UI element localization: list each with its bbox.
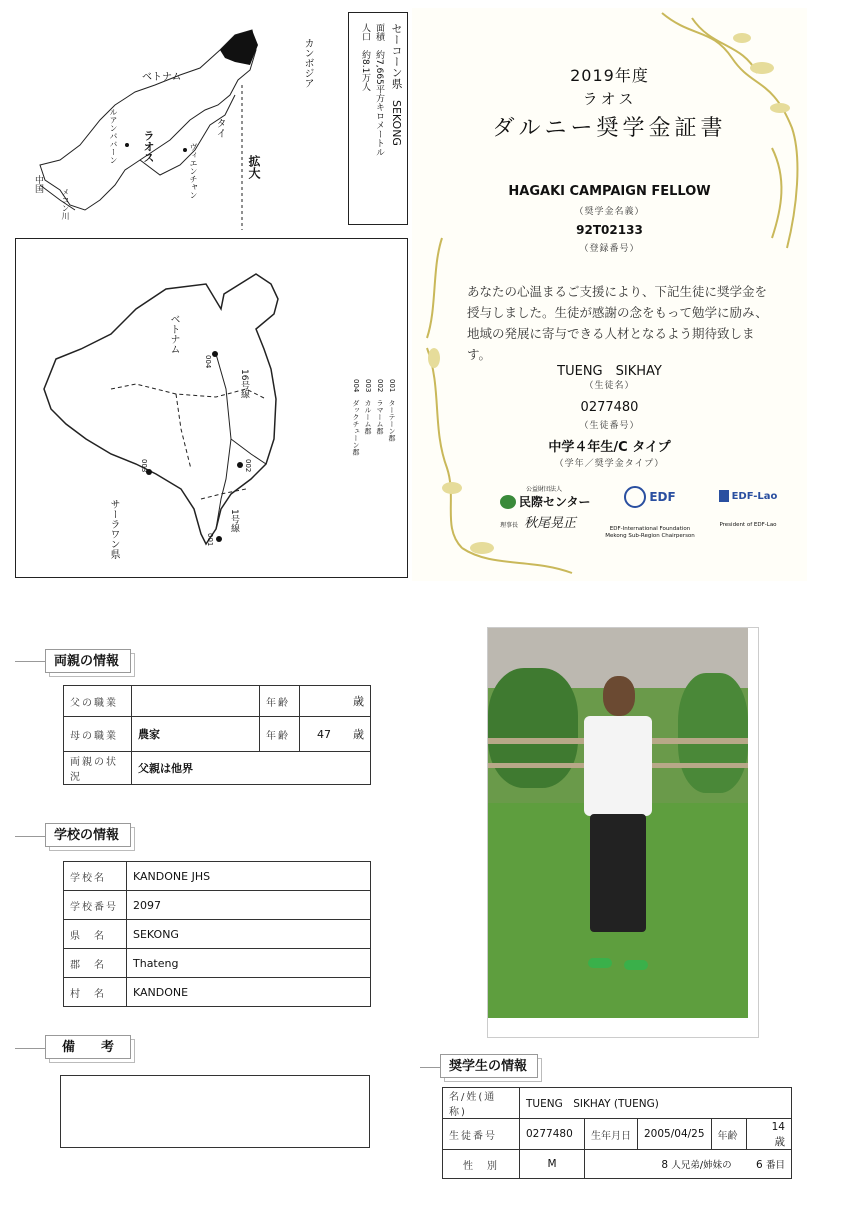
parents-table [63,685,371,785]
student-table [442,1087,792,1179]
tree [488,668,578,788]
cert-grade: 中学４年生/C タイプ [548,440,671,455]
globe-icon [624,486,646,508]
student-trousers [590,814,646,932]
school-row-value: KANDONE JHS [127,862,371,891]
age-unit: 歳 [353,728,364,741]
cert-body: あなたの心温まるご支援により、下記生徒に奨学金を授与しました。生徒が感謝の念をもって勉学に励み、地域の発展に寄与できる人材となるよう期待致します。 [467,284,768,362]
birth-order-text: 番目 [765,1159,785,1171]
cert-no-sub: （生徒番号） [579,421,640,431]
district-label-vietnam: ベトナム [168,314,179,354]
student-no: 0277480 [520,1119,585,1150]
student-name: TUENG SIKHAY (TUENG) [520,1088,792,1119]
map-label-laos: ラオス [142,130,155,163]
point-002-label: 002 [244,459,252,473]
map-label-luang-prabang: ルアンパバーン [109,108,118,164]
student-photo [488,628,748,1018]
point-004-label: 004 [204,355,212,369]
father-job [132,686,260,717]
district-map-svg [16,239,407,577]
birth-order: 6 [755,1158,763,1171]
mother-age-label: 年齢 [260,717,300,752]
cert-fellow: HAGAKI CAMPAIGN FELLOW [508,184,711,199]
dob: 2005/04/25 [638,1119,712,1150]
age-label: 年齢 [711,1119,746,1150]
cert-title: ダルニー奨学金証書 [492,116,727,141]
student-head [603,676,635,716]
cert-reg-sub: （登録番号） [579,244,640,254]
mother-job: 農家 [132,717,260,752]
org1-name: 民際センター [519,495,591,509]
school-row-label: 学校番号 [64,891,127,920]
student-age-unit: 歳 [774,1136,785,1148]
org1-logo-icon [500,495,516,509]
mother-age-cell [300,717,371,752]
org2-block [605,486,695,540]
school-row-value: Thateng [127,949,371,978]
school-row-value: KANDONE [127,978,371,1007]
remarks-box [60,1075,370,1148]
school-row-label: 郡 名 [64,949,127,978]
tree [678,673,748,793]
org1-prefix: 公益財団法人 [526,486,563,493]
school-row-label: 県 名 [64,920,127,949]
school-row-label: 学校名 [64,862,127,891]
province-area: 面積 約7,665平方キロメートル [374,23,384,157]
map-label-china: 中国 [33,175,43,193]
point-003-label: 003 [140,459,148,473]
cert-year: 2019年度 [570,66,649,85]
section-line [15,836,45,837]
mother-job-label: 母の職業 [64,717,132,752]
cert-grade-sub: （学年／奨学金タイプ） [554,459,665,469]
legend-item: 003 カルーム郡 [364,379,372,435]
father-job-label: 父の職業 [64,686,132,717]
province-info-box [348,12,408,225]
org3-block [708,490,788,528]
siblings-text: 人兄弟/姉妹の [671,1159,732,1171]
cert-name-sub: （生徒名） [584,381,635,391]
dob-label: 生年月日 [585,1119,638,1150]
org2-name: EDF [649,490,676,504]
legend-item: 002 ラマーム郡 [376,379,384,435]
school-table [63,861,371,1007]
map-label-enlarge: 拡大 [247,155,261,179]
point-001-label: 001 [206,533,214,547]
province-population: 人口 約8.1万人 [360,23,370,92]
student-no-label: 生徒番号 [443,1119,520,1150]
org2-caption: EDF-International Foundation Mekong Sub-Region Chairperson [605,526,695,539]
road-1-label: 1号線 [229,509,239,533]
org1-block [500,484,596,531]
school-row-value: SEKONG [127,920,371,949]
sandal [624,960,648,970]
map-label-mekong: メコン川 [61,188,70,220]
org3-name: EDF-Lao [731,490,778,502]
student-shirt [584,716,652,816]
parents-status: 父親は他界 [132,752,371,785]
section-line [15,661,45,662]
legend-item: 001 ターテーン郡 [388,379,396,442]
sex: M [520,1150,585,1179]
org1-role: 理事長 [500,522,519,529]
school-row-value: 2097 [127,891,371,920]
father-age-cell [300,686,371,717]
road-16-label: 16号線 [239,369,249,399]
student-age: 14 [771,1121,785,1133]
section-line [420,1067,440,1068]
map-label-thailand: タイ [214,118,225,138]
siblings-count: 8 [661,1158,669,1171]
mother-age: 47 [317,728,331,741]
map-label-cambodia: カンボジア [302,38,313,88]
district-label-saravan: サーラワン県 [108,499,119,559]
org3-caption: President of EDF-Lao [719,522,777,528]
parents-status-label: 両親の状況 [64,752,132,785]
legend-item: 004 ダックチューン郡 [352,379,360,456]
school-row-label: 村 名 [64,978,127,1007]
district-legend [351,379,397,455]
student-name-label: 名/姓(通称) [443,1088,520,1119]
edf-lao-logo-icon [719,490,729,502]
cert-student-name: TUENG SIKHAY [557,364,662,379]
father-age-label: 年齢 [260,686,300,717]
sex-label: 性 別 [443,1150,520,1179]
map-label-vientiane: ヴィエンチャン [189,143,198,199]
siblings-cell [585,1150,792,1179]
org1-signature: 秋尾晃正 [524,516,577,531]
cert-reg-no: 92T02133 [576,223,643,237]
district-map [15,238,408,578]
cert-country: ラオス [582,90,637,108]
scholarship-certificate [412,8,807,581]
school-heading: 学校の情報 [45,823,131,847]
age-cell [746,1119,791,1150]
student-photo-frame [487,627,759,1038]
age-unit: 歳 [353,695,364,708]
sandal [588,958,612,968]
student-heading: 奨学生の情報 [440,1054,538,1078]
map-label-vietnam: ベトナム [142,72,182,83]
cert-student-no: 0277480 [580,400,639,415]
province-name: セーコーン県 SEKONG [390,23,403,146]
remarks-heading: 備 考 [45,1035,131,1059]
section-line [15,1048,45,1049]
parents-heading: 両親の情報 [45,649,131,673]
cert-fellow-sub: （奨学金名義） [574,207,645,217]
